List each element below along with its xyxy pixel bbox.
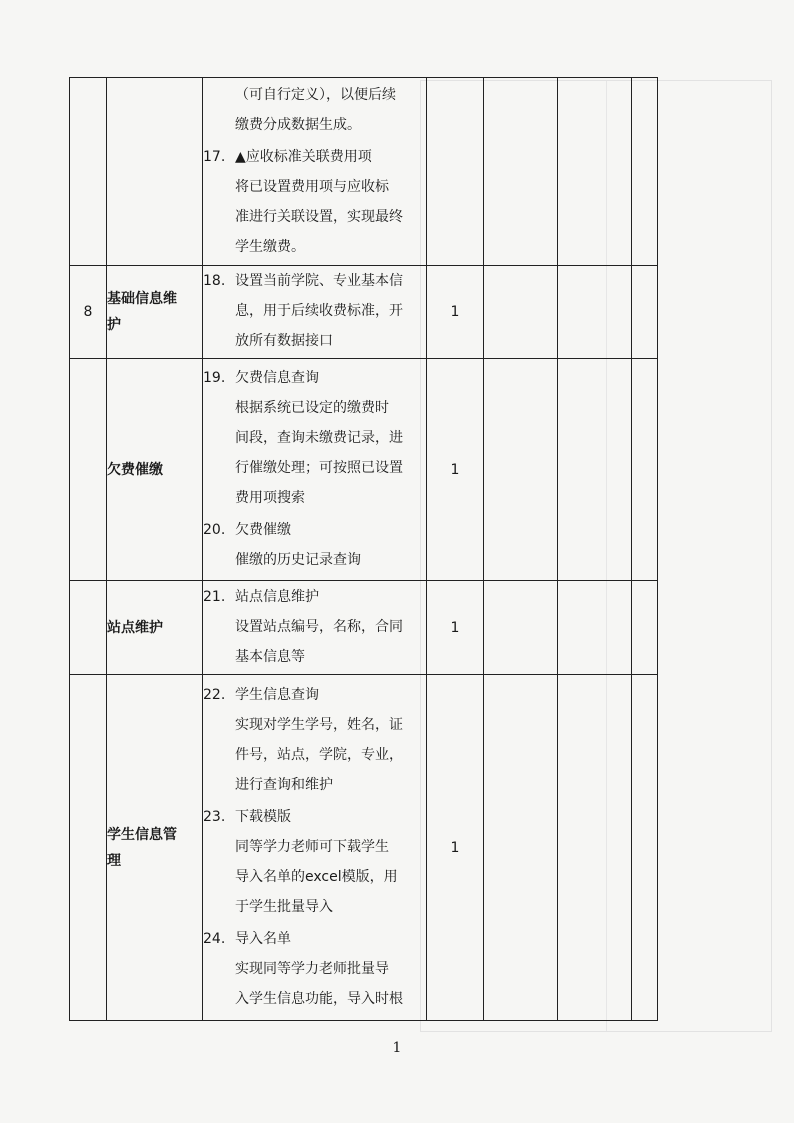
feature-item (203, 142, 426, 262)
module-name-line: 站点维护 (107, 619, 163, 636)
empty-cell-1 (484, 581, 558, 675)
empty-cell-3 (632, 581, 658, 675)
empty-cell-1 (484, 78, 558, 266)
feature-body-line: （可自行定义），以便后续 (235, 86, 396, 103)
feature-title: 下载模版 (235, 808, 291, 825)
empty-cell-3 (632, 266, 658, 359)
feature-body-line: 费用项搜索 (235, 489, 305, 506)
feature-title: 欠费信息查询 (235, 369, 319, 386)
module-name (107, 581, 203, 675)
feature-item (203, 515, 426, 575)
module-name (107, 266, 203, 359)
feature-item (203, 266, 426, 356)
row-number (70, 359, 107, 581)
module-name (107, 78, 203, 266)
row-number (70, 581, 107, 675)
empty-cell-2 (558, 581, 632, 675)
quantity: 1 (427, 359, 484, 581)
feature-body-line: 同等学力老师可下载学生 (235, 838, 389, 855)
quantity: 1 (427, 675, 484, 1021)
module-name-line: 护 (107, 317, 121, 333)
module-name-line: 基础信息维 (107, 291, 177, 307)
feature-item (203, 924, 426, 1014)
empty-cell-3 (632, 359, 658, 581)
feature-number: 17. (203, 148, 226, 165)
feature-description (203, 581, 427, 675)
empty-cell-1 (484, 359, 558, 581)
feature-body-line: 间段，查询未缴费记录，进 (235, 429, 403, 446)
feature-title: 设置当前学院、专业基本信 (235, 273, 403, 289)
feature-item (203, 80, 426, 140)
feature-number: 21. (203, 588, 226, 605)
feature-number: 23. (203, 808, 226, 825)
feature-body-line: 息，用于后续收费标准，开 (235, 303, 403, 319)
feature-item (203, 582, 426, 672)
feature-body-line: 于学生批量导入 (235, 898, 333, 915)
feature-body-line: 实现对学生学号，姓名，证 (235, 716, 403, 733)
feature-number: 24. (203, 930, 226, 947)
module-name (107, 675, 203, 1021)
empty-cell-3 (632, 78, 658, 266)
module-name-line: 欠费催缴 (107, 461, 163, 478)
feature-number: 18. (203, 273, 226, 289)
requirements-table (69, 77, 658, 1021)
feature-item (203, 680, 426, 800)
feature-body-line: 入学生信息功能，导入时根 (235, 990, 403, 1007)
table-row (70, 359, 658, 581)
feature-description (203, 675, 427, 1021)
module-name-line: 学生信息管 (107, 826, 177, 843)
feature-body-line: 件号，站点，学院，专业， (235, 746, 403, 763)
feature-body-line: 学生缴费。 (235, 238, 305, 255)
table-row (70, 266, 658, 359)
empty-cell-2 (558, 359, 632, 581)
feature-item (203, 363, 426, 513)
feature-number: 22. (203, 686, 226, 703)
module-name-line: 理 (107, 852, 121, 869)
empty-cell-3 (632, 675, 658, 1021)
quantity: 1 (427, 581, 484, 675)
feature-description (203, 359, 427, 581)
feature-description (203, 78, 427, 266)
feature-body-line: 设置站点编号，名称，合同 (235, 618, 403, 635)
row-number (70, 675, 107, 1021)
table-row (70, 675, 658, 1021)
feature-body-line: 将已设置费用项与应收标 (235, 178, 389, 195)
table-row (70, 581, 658, 675)
feature-item (203, 802, 426, 922)
feature-title: 导入名单 (235, 930, 291, 947)
feature-description (203, 266, 427, 359)
feature-body-line: 行催缴处理；可按照已设置 (235, 459, 403, 476)
quantity: 1 (427, 266, 484, 359)
feature-body-line: 实现同等学力老师批量导 (235, 960, 389, 977)
feature-body-line: 放所有数据接口 (235, 333, 333, 349)
quantity (427, 78, 484, 266)
empty-cell-1 (484, 266, 558, 359)
feature-body-line: 催缴的历史记录查询 (235, 551, 361, 568)
row-number: 8 (70, 266, 107, 359)
feature-number: 19. (203, 369, 226, 386)
empty-cell-2 (558, 266, 632, 359)
row-number (70, 78, 107, 266)
feature-title: ▲应收标准关联费用项 (235, 148, 372, 165)
feature-title: 站点信息维护 (235, 588, 319, 605)
empty-cell-2 (558, 78, 632, 266)
feature-body-line: 导入名单的excel模版，用 (235, 868, 398, 885)
feature-body-line: 缴费分成数据生成。 (235, 116, 361, 133)
feature-body-line: 进行查询和维护 (235, 776, 333, 793)
module-name (107, 359, 203, 581)
table-row (70, 78, 658, 266)
empty-cell-2 (558, 675, 632, 1021)
feature-body-line: 准进行关联设置，实现最终 (235, 208, 403, 225)
feature-title: 学生信息查询 (235, 686, 319, 703)
feature-title: 欠费催缴 (235, 521, 291, 538)
feature-number: 20. (203, 521, 226, 538)
feature-body-line: 基本信息等 (235, 648, 305, 665)
feature-body-line: 根据系统已设定的缴费时 (235, 399, 389, 416)
page-number: 1 (392, 1040, 402, 1056)
empty-cell-1 (484, 675, 558, 1021)
